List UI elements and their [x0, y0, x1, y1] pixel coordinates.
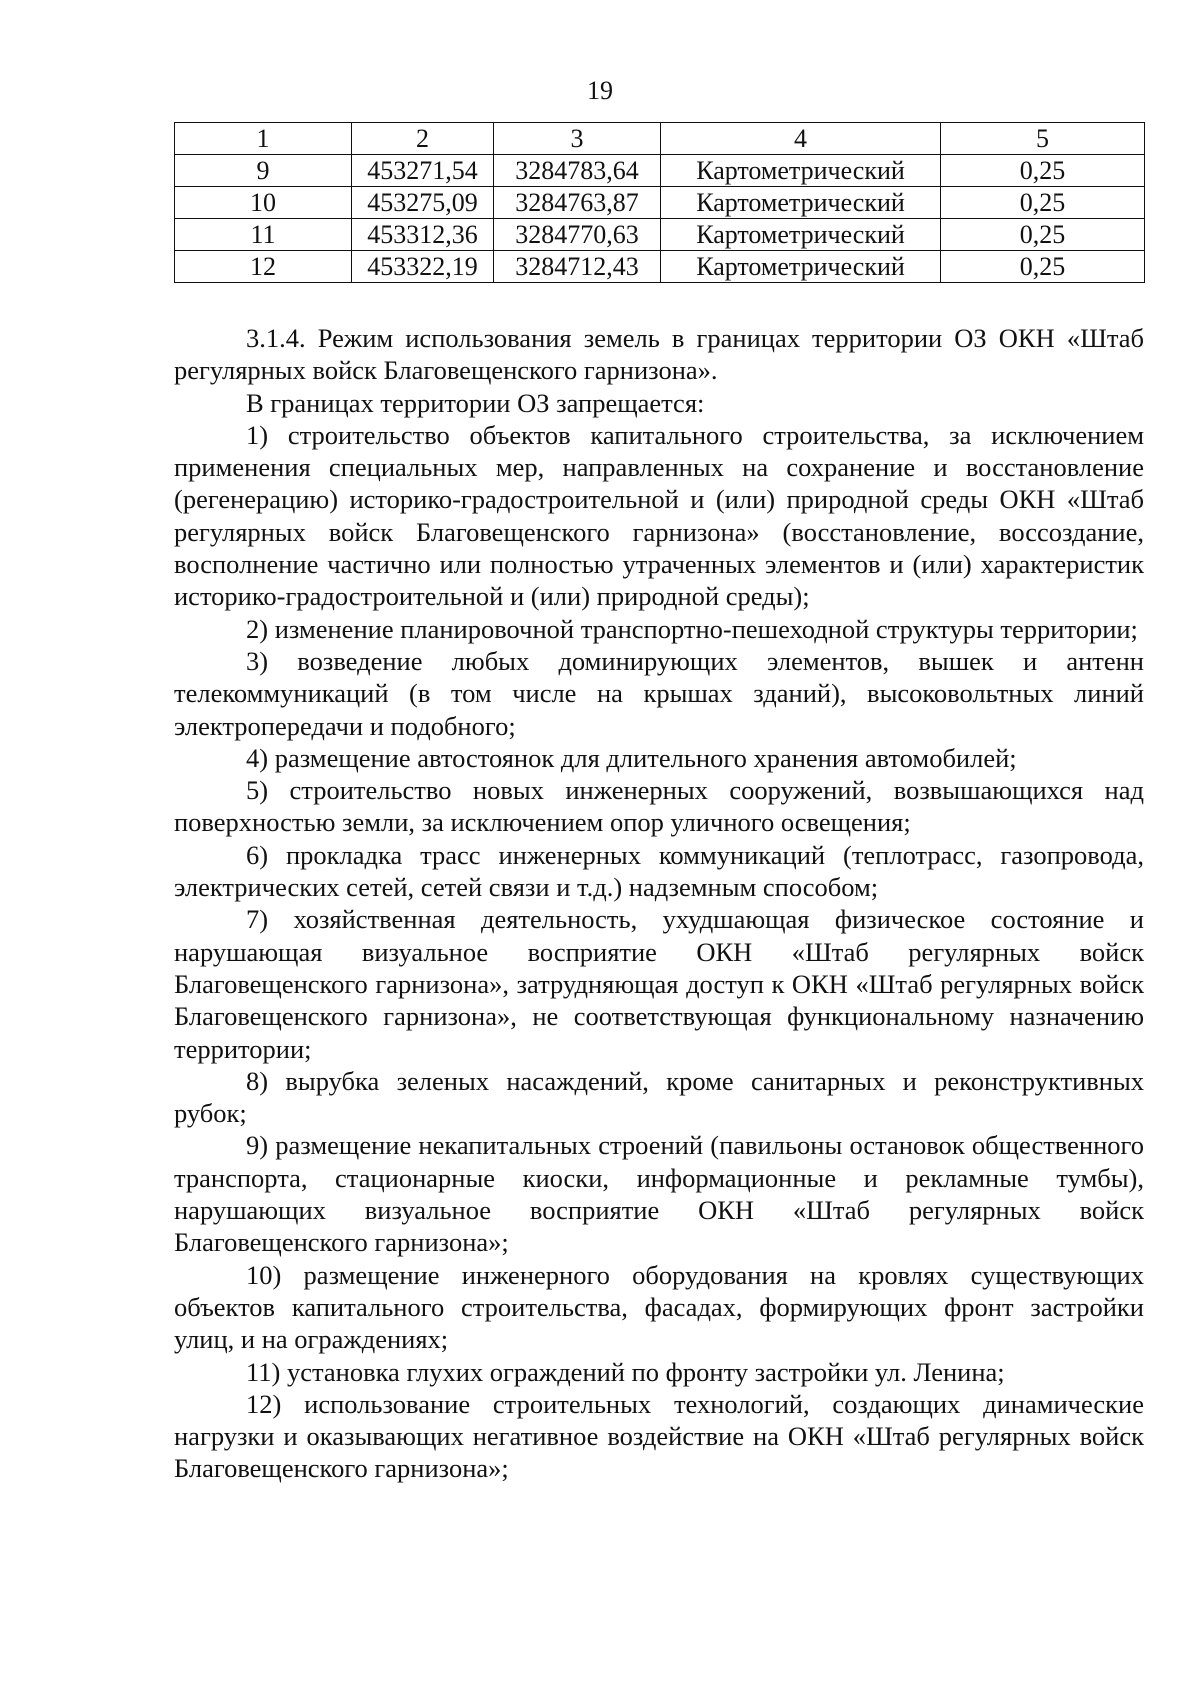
table-cell: 0,25 — [941, 219, 1145, 251]
list-item: 6) прокладка трасс инженерных коммуникаций (теплотрасс, газопровода, электрических сетей, сетей связи и т.д.) надземным способом; — [174, 839, 1144, 903]
table-cell: 453322,19 — [352, 251, 494, 283]
table-header-cell: 3 — [494, 123, 661, 155]
table-cell: Картометрический — [661, 251, 941, 283]
table-cell: 0,25 — [941, 251, 1145, 283]
table-cell: 0,25 — [941, 155, 1145, 187]
list-item: 9) размещение некапитальных строений (павильоны остановок общественного транспорта, стационарные киоски, информационные и рекламные тумбы), нарушающих визуальное восприятие ОКН «Штаб регулярных войск Благовещенского гарнизона»; — [174, 1130, 1144, 1258]
table-cell: 9 — [175, 155, 352, 187]
table-cell: 453271,54 — [352, 155, 494, 187]
table-row — [175, 219, 1145, 251]
table-header-cell: 5 — [941, 123, 1145, 155]
table-cell: 3284712,43 — [494, 251, 661, 283]
list-item: 1) строительство объектов капитального строительства, за исключением применения специальных мер, направленных на сохранение и восстановление (регенерацию) историко-градостроительной и (или) природной среды ОКН «Штаб регулярных войск Благовещенского гарнизона» (восстановление, воссоздание, восполнение частично или полностью утраченных элементов и (или) характеристик историко-градостроительной и (или) природной среды); — [174, 419, 1144, 612]
table-cell: 0,25 — [941, 187, 1145, 219]
table-cell: Картометрический — [661, 187, 941, 219]
table-row — [175, 187, 1145, 219]
table-cell: Картометрический — [661, 155, 941, 187]
table-cell: 12 — [175, 251, 352, 283]
table-cell: 3284770,63 — [494, 219, 661, 251]
table-cell: 3284763,87 — [494, 187, 661, 219]
table-row — [175, 155, 1145, 187]
list-item: 8) вырубка зеленых насаждений, кроме санитарных и реконструктивных рубок; — [174, 1065, 1144, 1129]
list-item: 10) размещение инженерного оборудования на кровлях существующих объектов капитального строительства, фасадах, формирующих фронт застройки улиц, и на ограждениях; — [174, 1259, 1144, 1355]
table-cell: 453275,09 — [352, 187, 494, 219]
section-body — [174, 322, 1144, 1485]
table-row — [175, 251, 1145, 283]
section-heading: 3.1.4. Режим использования земель в границах территории ОЗ ОКН «Штаб регулярных войск Благовещенского гарнизона». — [174, 323, 1144, 386]
section-intro: В границах территории ОЗ запрещается: — [246, 387, 705, 418]
coordinates-table — [174, 122, 1145, 283]
table-header-cell: 2 — [352, 123, 494, 155]
table-cell: 3284783,64 — [494, 155, 661, 187]
table-header-row — [175, 123, 1145, 155]
page-number: 19 — [587, 76, 613, 105]
list-item: 4) размещение автостоянок для длительного хранения автомобилей; — [246, 742, 1017, 773]
list-item: 12) использование строительных технологий, создающих динамические нагрузки и оказывающих негативное воздействие на ОКН «Штаб регулярных войск Благовещенского гарнизона»; — [174, 1388, 1144, 1484]
list-item: 3) возведение любых доминирующих элементов, вышек и антенн телекоммуникаций (в том числе на крышах зданий), высоковольтных линий электропередачи и подобного; — [174, 645, 1144, 741]
table-cell: 11 — [175, 219, 352, 251]
table-header-cell: 1 — [175, 123, 352, 155]
table-cell: 10 — [175, 187, 352, 219]
table-cell: Картометрический — [661, 219, 941, 251]
list-item: 11) установка глухих ограждений по фронту застройки ул. Ленина; — [246, 1356, 1005, 1387]
list-item: 2) изменение планировочной транспортно-пешеходной структуры территории; — [246, 613, 1138, 644]
list-item: 5) строительство новых инженерных сооружений, возвышающихся над поверхностью земли, за исключением опор уличного освещения; — [174, 775, 1144, 838]
table-header-cell: 4 — [661, 123, 941, 155]
list-item: 7) хозяйственная деятельность, ухудшающая физическое состояние и нарушающая визуальное восприятие ОКН «Штаб регулярных войск Благовещенского гарнизона», затрудняющая доступ к ОКН «Штаб регулярных войск Благовещенского гарнизона», не соответствующая функциональному назначению территории; — [174, 904, 1144, 1064]
table-cell: 453312,36 — [352, 219, 494, 251]
